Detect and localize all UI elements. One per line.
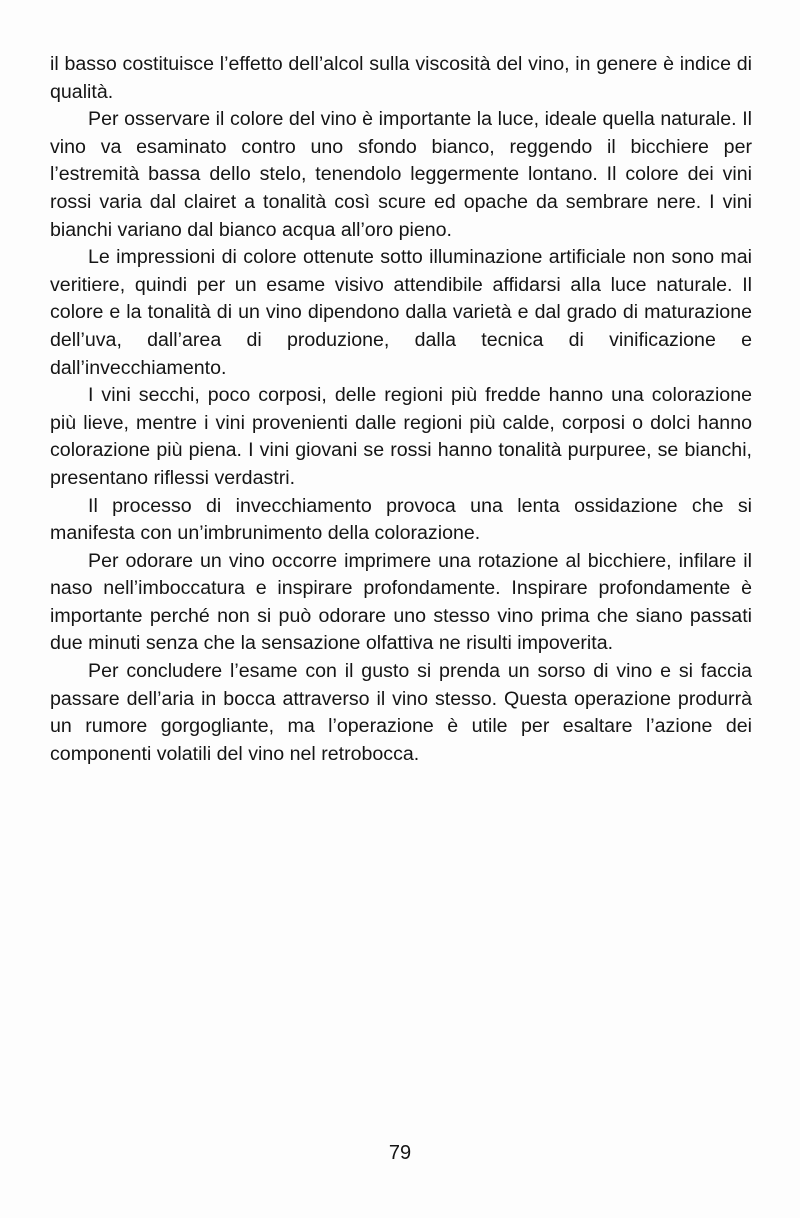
- paragraph-7: Per concludere l’esame con il gusto si prenda un sorso di vino e si faccia passare dell’aria in bocca attraverso il vino stesso. Questa operazione produrrà un rumore gorgogliante, ma l’operazione è utile per esaltare l’azione dei componenti volatili del vino nel retrobocca.: [50, 660, 752, 765]
- paragraph-6: Per odorare un vino occorre imprimere una rotazione al bicchiere, infilare il naso nell’imboccatura e inspirare profondamente. Inspirare profondamente è importante perché non si può odorare uno stesso vino prima che siano passati due minuti senza che la sensazione olfattiva ne risulti impoverita.: [50, 549, 752, 655]
- paragraph-1: il basso costituisce l’effetto dell’alcol sulla viscosità del vino, in genere è indice di qualità.: [50, 53, 752, 103]
- paragraph-4: I vini secchi, poco corposi, delle regioni più fredde hanno una colorazione più lieve, mentre i vini provenienti dalle regioni più calde, corposi o dolci hanno colorazione più piena. I vini giovani se rossi hanno tonalità purpuree, se bianchi, presentano riflessi verdastri.: [50, 384, 752, 489]
- paragraph-5: Il processo di invecchiamento provoca una lenta ossidazione che si manifesta con un’imbrunimento della colorazione.: [50, 494, 752, 545]
- body-text: [50, 51, 752, 768]
- paragraph-2: Per osservare il colore del vino è importante la luce, ideale quella naturale. Il vino va esaminato contro uno sfondo bianco, reggendo il bicchiere per l’estremità bassa dello stelo, tenendolo leggermente lontano. Il colore dei vini rossi varia dal clairet a tonalità così scure ed opache da sembrare nere. I vini bianchi variano dal bianco acqua all’oro pieno.: [50, 108, 752, 241]
- page-number: 79: [388, 1142, 412, 1164]
- paragraph-3: Le impressioni di colore ottenute sotto illuminazione artificiale non sono mai veritiere, quindi per un esame visivo attendibile affidarsi alla luce naturale. Il colore e la tonalità di un vino dipendono dalla varietà e dal grado di maturazione dell’uva, dall’area di produzione, dalla tecnica di vinificazione e dall’invecchiamento.: [50, 246, 752, 379]
